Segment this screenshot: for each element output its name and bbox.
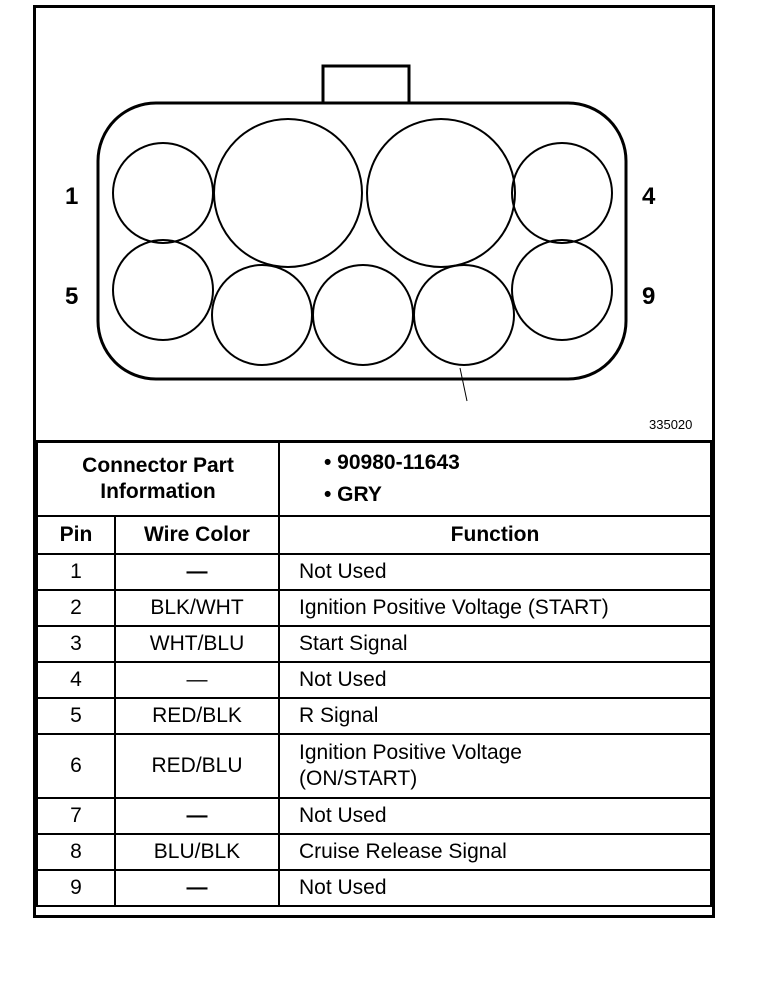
pin-cell: 9 <box>37 870 115 906</box>
table-header-row <box>37 516 711 554</box>
connector-part-label-line2: Information <box>100 480 216 503</box>
pin-cell: 8 <box>37 834 115 870</box>
header-pin: Pin <box>37 516 115 554</box>
figure-id: 335020 <box>649 417 693 432</box>
pin-cell: 3 <box>37 626 115 662</box>
wire-color-cell: — <box>115 870 279 906</box>
pin-cell: 4 <box>37 662 115 698</box>
function-cell: Not Used <box>279 554 711 590</box>
connector-part-values <box>279 442 711 517</box>
table-row <box>37 554 711 590</box>
function-cell: Not Used <box>279 662 711 698</box>
function-cell: Not Used <box>279 798 711 834</box>
header-function: Function <box>279 516 711 554</box>
function-cell: Cruise Release Signal <box>279 834 711 870</box>
wire-color-cell: — <box>115 798 279 834</box>
table-row <box>37 834 711 870</box>
wire-color-cell: RED/BLK <box>115 698 279 734</box>
pin-label-5: 5 <box>65 283 79 310</box>
connector-part-label <box>37 442 279 517</box>
connector-latch <box>323 66 409 106</box>
connector-color: • GRY <box>324 483 382 506</box>
connector-part-row <box>37 442 711 517</box>
wire-color-cell: BLU/BLK <box>115 834 279 870</box>
header-wire-color: Wire Color <box>115 516 279 554</box>
pin-label-9: 9 <box>642 283 656 310</box>
connector-info-table <box>36 440 712 907</box>
pin-cell: 6 <box>37 734 115 798</box>
pin-label-1: 1 <box>65 183 79 210</box>
table-row <box>37 698 711 734</box>
connector-diagram <box>36 8 712 440</box>
wire-color-cell: WHT/BLU <box>115 626 279 662</box>
connector-part-label-line1: Connector Part <box>82 454 234 477</box>
table-row <box>37 590 711 626</box>
table-row <box>37 626 711 662</box>
pin-cell: 1 <box>37 554 115 590</box>
wire-color-cell: RED/BLU <box>115 734 279 798</box>
pin-label-4: 4 <box>642 183 656 210</box>
function-cell: Not Used <box>279 870 711 906</box>
wire-color-cell: — <box>115 662 279 698</box>
table-row <box>37 734 711 798</box>
pin-cell: 5 <box>37 698 115 734</box>
connector-face-drawing <box>36 8 712 440</box>
function-cell: R Signal <box>279 698 711 734</box>
wire-color-cell: — <box>115 554 279 590</box>
pin-cell: 2 <box>37 590 115 626</box>
function-cell: Start Signal <box>279 626 711 662</box>
function-cell: Ignition Positive Voltage (ON/START) <box>279 734 711 798</box>
part-number: • 90980-11643 <box>324 451 460 474</box>
table-row <box>37 870 711 906</box>
table-row <box>37 798 711 834</box>
pin-cell: 7 <box>37 798 115 834</box>
table-row <box>37 662 711 698</box>
wire-color-cell: BLK/WHT <box>115 590 279 626</box>
connector-frame <box>33 5 715 918</box>
function-cell: Ignition Positive Voltage (START) <box>279 590 711 626</box>
